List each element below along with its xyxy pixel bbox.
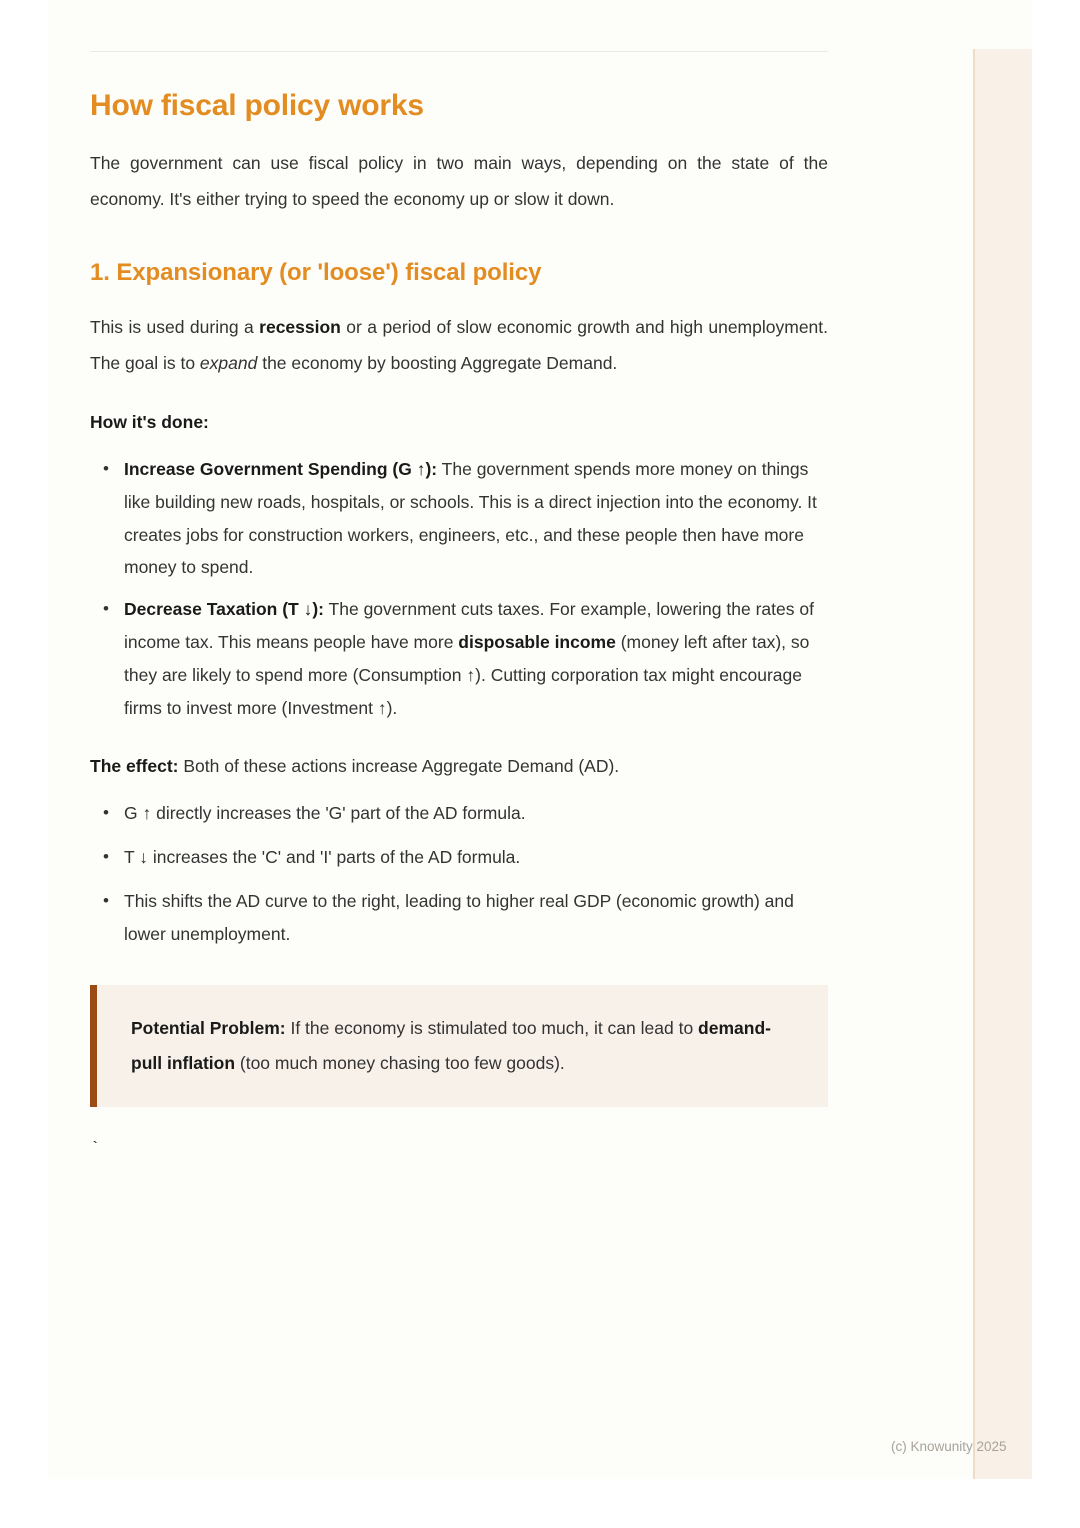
section-intro-bold-recession: recession: [259, 317, 341, 337]
list-item: • This shifts the AD curve to the right, leading to higher real GDP (economic growth) and lower unemployment.: [90, 885, 828, 951]
section-intro-text-b: or a period of slow economic growth and high unemployment. The goal is to: [90, 317, 829, 373]
callout-text-a: If the economy is stimulated too much, it can lead to: [285, 1017, 699, 1038]
section-intro-text-c: the economy by boosting Aggregate Demand.: [257, 352, 618, 373]
stray-backtick-character: `: [90, 1139, 101, 1159]
effect-bullet-list: [90, 797, 828, 950]
page-title: How fiscal policy works: [90, 89, 424, 122]
effect-label: The effect:: [90, 756, 179, 777]
method-text-spending: The government spends more money on things like building new roads, hospitals, or schools. This is a direct injection into the economy. It creates jobs for construction workers, engineers, etc., and these people then have more money to spend.: [124, 459, 817, 578]
section-intro-paragraph: [90, 310, 828, 381]
section-intro-text-a: This is used during a: [90, 317, 260, 337]
intro-paragraph: The government can use fiscal policy in two main ways, depending on the state of the economy. It's either trying to speed the economy up or slow it down.: [90, 153, 828, 209]
method-text-taxation-a: The government cuts taxes. For example, lowering the rates of income tax. This means people have more: [124, 599, 814, 652]
method-text-taxation-b: (money left after tax), so they are likely to spend more (Consumption ↑). Cutting corporation tax might encourage firms to invest more (Investment ↑).: [124, 631, 810, 718]
copyright-watermark: (c) Knowunity 2025: [891, 1439, 1007, 1454]
callout-text: [131, 1011, 800, 1081]
list-item: [90, 453, 828, 584]
document-content: [90, 0, 828, 1160]
methods-list: [90, 453, 828, 724]
page-side-band: [975, 49, 1032, 1479]
list-item: • G ↑ directly increases the 'G' part of the AD formula.: [90, 797, 828, 830]
list-item: • T ↓ increases the 'C' and 'I' parts of the AD formula.: [90, 841, 828, 874]
how-its-done-label: How it's done:: [90, 412, 209, 432]
section-heading-expansionary: 1. Expansionary (or 'loose') fiscal policy: [90, 259, 542, 286]
callout-label: Potential Problem:: [131, 1017, 286, 1038]
list-item: [90, 593, 828, 724]
callout-text-b: (too much money chasing too few goods).: [235, 1052, 565, 1073]
method-term-spending: Increase Government Spending (G ↑):: [124, 459, 438, 479]
method-term-taxation: Decrease Taxation (T ↓):: [124, 599, 325, 620]
effect-text: Both of these actions increase Aggregate Demand (AD).: [178, 756, 620, 777]
top-divider: [90, 51, 828, 52]
method-bold-disposable-income: disposable income: [458, 631, 616, 652]
section-intro-italic-expand: expand: [199, 352, 258, 373]
document-page: [48, 0, 1032, 1479]
callout-potential-problem: [90, 985, 828, 1107]
callout-bold-demand-pull: demand-pull inflation: [131, 1017, 771, 1073]
effect-paragraph: [90, 751, 828, 781]
